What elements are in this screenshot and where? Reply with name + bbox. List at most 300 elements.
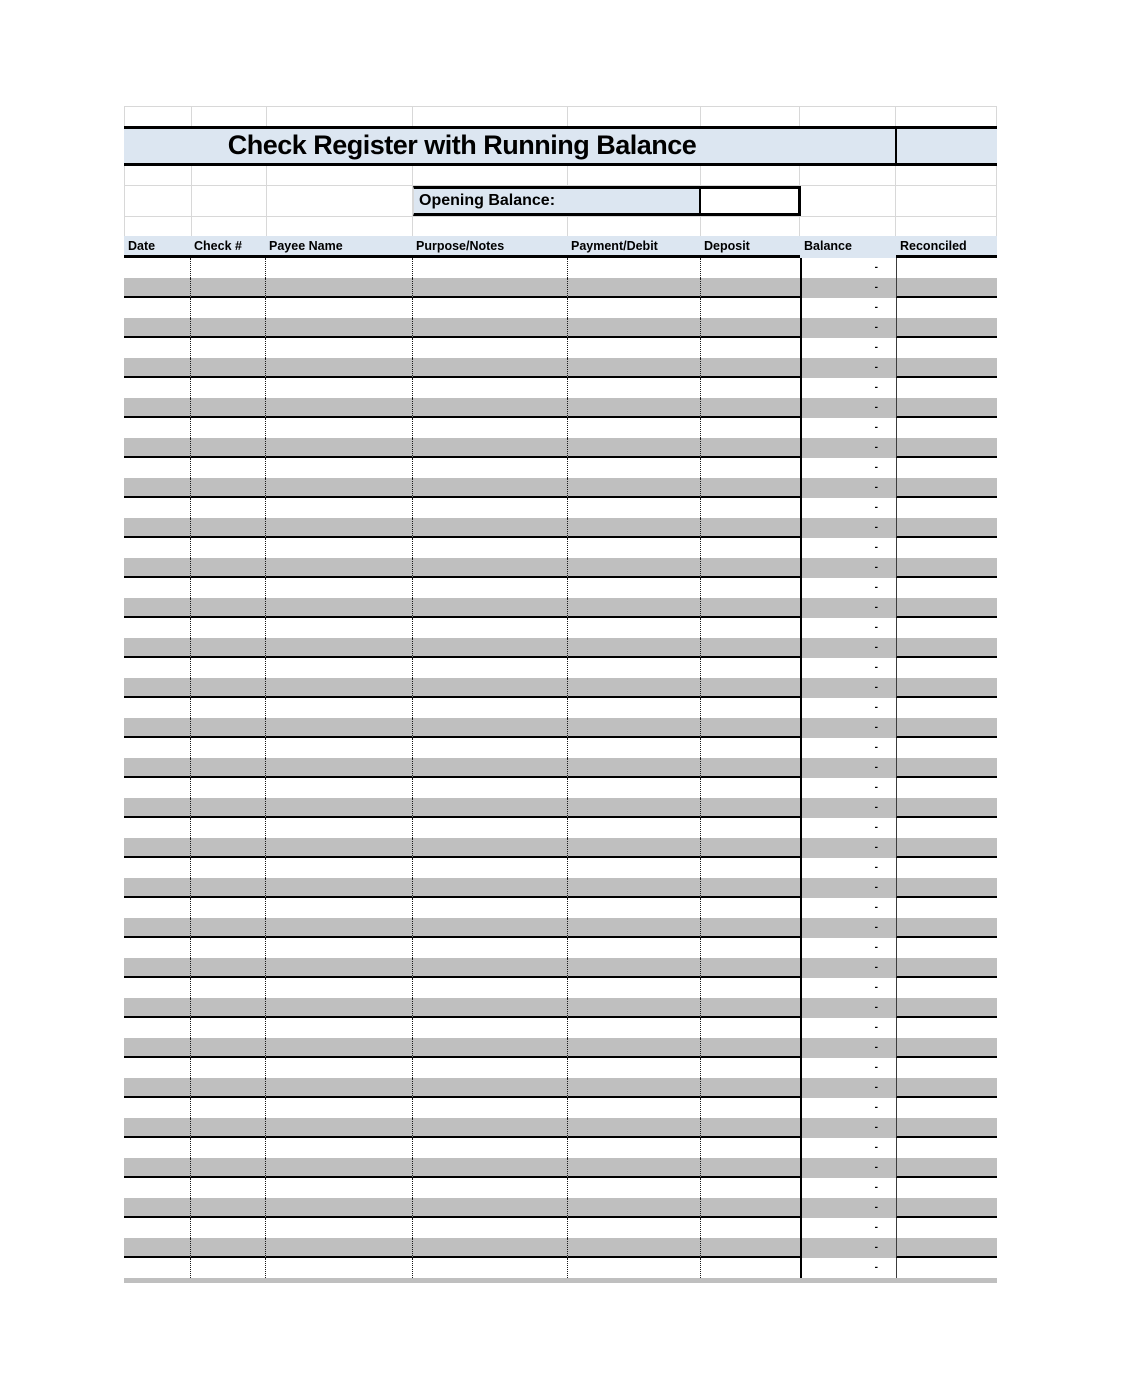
cell-reconciled[interactable] <box>896 318 997 338</box>
cell-check_no[interactable] <box>190 738 265 758</box>
cell-payment[interactable] <box>567 278 700 298</box>
cell-payee[interactable] <box>265 638 412 658</box>
cell-payee[interactable] <box>265 598 412 618</box>
cell-deposit[interactable] <box>700 518 800 538</box>
cell-date[interactable] <box>124 638 190 658</box>
cell-payment[interactable] <box>567 898 700 918</box>
cell-date[interactable] <box>124 518 190 538</box>
cell-payee[interactable] <box>265 898 412 918</box>
cell-balance[interactable]: - <box>800 858 896 878</box>
cell-check_no[interactable] <box>190 1078 265 1098</box>
cell-payee[interactable] <box>265 458 412 478</box>
cell-deposit[interactable] <box>700 798 800 818</box>
cell-reconciled[interactable] <box>896 338 997 358</box>
cell-purpose[interactable] <box>412 778 567 798</box>
cell-payment[interactable] <box>567 498 700 518</box>
cell-balance[interactable]: - <box>800 1058 896 1078</box>
cell-purpose[interactable] <box>412 458 567 478</box>
cell-check_no[interactable] <box>190 578 265 598</box>
cell-deposit[interactable] <box>700 758 800 778</box>
cell-purpose[interactable] <box>412 558 567 578</box>
cell-reconciled[interactable] <box>896 438 997 458</box>
cell-balance[interactable]: - <box>800 818 896 838</box>
cell-balance[interactable]: - <box>800 898 896 918</box>
cell-check_no[interactable] <box>190 278 265 298</box>
cell-balance[interactable]: - <box>800 318 896 338</box>
cell-check_no[interactable] <box>190 878 265 898</box>
cell-check_no[interactable] <box>190 838 265 858</box>
cell-payment[interactable] <box>567 1118 700 1138</box>
cell-deposit[interactable] <box>700 838 800 858</box>
cell-purpose[interactable] <box>412 278 567 298</box>
cell-deposit[interactable] <box>700 778 800 798</box>
cell-payment[interactable] <box>567 978 700 998</box>
cell-check_no[interactable] <box>190 378 265 398</box>
cell-purpose[interactable] <box>412 1238 567 1258</box>
cell-date[interactable] <box>124 1018 190 1038</box>
cell-balance[interactable]: - <box>800 918 896 938</box>
cell-payee[interactable] <box>265 778 412 798</box>
cell-purpose[interactable] <box>412 958 567 978</box>
cell-purpose[interactable] <box>412 1258 567 1278</box>
cell-payment[interactable] <box>567 698 700 718</box>
cell-purpose[interactable] <box>412 418 567 438</box>
cell-balance[interactable]: - <box>800 838 896 858</box>
cell-purpose[interactable] <box>412 818 567 838</box>
cell-reconciled[interactable] <box>896 1138 997 1158</box>
cell-date[interactable] <box>124 318 190 338</box>
cell-payee[interactable] <box>265 1178 412 1198</box>
cell-payee[interactable] <box>265 398 412 418</box>
cell-payment[interactable] <box>567 538 700 558</box>
cell-purpose[interactable] <box>412 698 567 718</box>
cell-payee[interactable] <box>265 1198 412 1218</box>
cell-check_no[interactable] <box>190 1138 265 1158</box>
cell-payee[interactable] <box>265 998 412 1018</box>
cell-reconciled[interactable] <box>896 1158 997 1178</box>
cell-date[interactable] <box>124 558 190 578</box>
cell-balance[interactable]: - <box>800 358 896 378</box>
cell-payment[interactable] <box>567 398 700 418</box>
cell-date[interactable] <box>124 1158 190 1178</box>
cell-date[interactable] <box>124 818 190 838</box>
cell-reconciled[interactable] <box>896 858 997 878</box>
cell-check_no[interactable] <box>190 398 265 418</box>
cell-purpose[interactable] <box>412 1158 567 1178</box>
cell-payment[interactable] <box>567 1218 700 1238</box>
cell-date[interactable] <box>124 958 190 978</box>
cell-deposit[interactable] <box>700 438 800 458</box>
cell-balance[interactable]: - <box>800 1138 896 1158</box>
cell-date[interactable] <box>124 1078 190 1098</box>
cell-reconciled[interactable] <box>896 1018 997 1038</box>
cell-reconciled[interactable] <box>896 1038 997 1058</box>
cell-payee[interactable] <box>265 738 412 758</box>
cell-purpose[interactable] <box>412 678 567 698</box>
cell-deposit[interactable] <box>700 338 800 358</box>
cell-reconciled[interactable] <box>896 798 997 818</box>
cell-check_no[interactable] <box>190 1198 265 1218</box>
cell-date[interactable] <box>124 1258 190 1278</box>
cell-payment[interactable] <box>567 518 700 538</box>
cell-reconciled[interactable] <box>896 418 997 438</box>
cell-balance[interactable]: - <box>800 978 896 998</box>
cell-check_no[interactable] <box>190 1098 265 1118</box>
cell-balance[interactable]: - <box>800 278 896 298</box>
cell-reconciled[interactable] <box>896 558 997 578</box>
cell-balance[interactable]: - <box>800 1198 896 1218</box>
cell-payee[interactable] <box>265 798 412 818</box>
cell-purpose[interactable] <box>412 598 567 618</box>
cell-payment[interactable] <box>567 1238 700 1258</box>
cell-deposit[interactable] <box>700 1238 800 1258</box>
cell-payee[interactable] <box>265 438 412 458</box>
cell-reconciled[interactable] <box>896 978 997 998</box>
cell-date[interactable] <box>124 1058 190 1078</box>
cell-check_no[interactable] <box>190 1038 265 1058</box>
cell-reconciled[interactable] <box>896 778 997 798</box>
cell-deposit[interactable] <box>700 1198 800 1218</box>
cell-deposit[interactable] <box>700 678 800 698</box>
cell-payee[interactable] <box>265 578 412 598</box>
cell-payment[interactable] <box>567 958 700 978</box>
cell-check_no[interactable] <box>190 458 265 478</box>
cell-purpose[interactable] <box>412 518 567 538</box>
cell-date[interactable] <box>124 718 190 738</box>
cell-date[interactable] <box>124 258 190 278</box>
cell-deposit[interactable] <box>700 638 800 658</box>
cell-deposit[interactable] <box>700 998 800 1018</box>
cell-purpose[interactable] <box>412 1078 567 1098</box>
cell-date[interactable] <box>124 378 190 398</box>
cell-deposit[interactable] <box>700 278 800 298</box>
cell-reconciled[interactable] <box>896 1058 997 1078</box>
cell-balance[interactable]: - <box>800 1038 896 1058</box>
cell-date[interactable] <box>124 338 190 358</box>
cell-deposit[interactable] <box>700 398 800 418</box>
cell-balance[interactable]: - <box>800 938 896 958</box>
cell-payment[interactable] <box>567 1078 700 1098</box>
cell-balance[interactable]: - <box>800 378 896 398</box>
cell-date[interactable] <box>124 618 190 638</box>
cell-payee[interactable] <box>265 1218 412 1238</box>
cell-purpose[interactable] <box>412 738 567 758</box>
cell-payment[interactable] <box>567 618 700 638</box>
cell-purpose[interactable] <box>412 718 567 738</box>
cell-reconciled[interactable] <box>896 278 997 298</box>
cell-purpose[interactable] <box>412 378 567 398</box>
cell-check_no[interactable] <box>190 978 265 998</box>
cell-date[interactable] <box>124 478 190 498</box>
cell-reconciled[interactable] <box>896 898 997 918</box>
cell-payment[interactable] <box>567 938 700 958</box>
cell-deposit[interactable] <box>700 318 800 338</box>
cell-date[interactable] <box>124 978 190 998</box>
cell-deposit[interactable] <box>700 258 800 278</box>
cell-date[interactable] <box>124 498 190 518</box>
cell-purpose[interactable] <box>412 1098 567 1118</box>
cell-deposit[interactable] <box>700 898 800 918</box>
cell-payment[interactable] <box>567 1138 700 1158</box>
cell-payee[interactable] <box>265 698 412 718</box>
cell-reconciled[interactable] <box>896 678 997 698</box>
cell-payee[interactable] <box>265 758 412 778</box>
cell-date[interactable] <box>124 598 190 618</box>
cell-payment[interactable] <box>567 1198 700 1218</box>
cell-reconciled[interactable] <box>896 838 997 858</box>
cell-date[interactable] <box>124 458 190 478</box>
cell-deposit[interactable] <box>700 958 800 978</box>
cell-payment[interactable] <box>567 438 700 458</box>
cell-reconciled[interactable] <box>896 298 997 318</box>
cell-payee[interactable] <box>265 558 412 578</box>
cell-payee[interactable] <box>265 658 412 678</box>
cell-reconciled[interactable] <box>896 1178 997 1198</box>
cell-payment[interactable] <box>567 818 700 838</box>
cell-payee[interactable] <box>265 1118 412 1138</box>
cell-payment[interactable] <box>567 678 700 698</box>
cell-deposit[interactable] <box>700 1118 800 1138</box>
cell-check_no[interactable] <box>190 318 265 338</box>
cell-purpose[interactable] <box>412 1218 567 1238</box>
cell-check_no[interactable] <box>190 358 265 378</box>
cell-payee[interactable] <box>265 1038 412 1058</box>
cell-balance[interactable]: - <box>800 618 896 638</box>
cell-deposit[interactable] <box>700 538 800 558</box>
cell-purpose[interactable] <box>412 838 567 858</box>
cell-date[interactable] <box>124 658 190 678</box>
cell-check_no[interactable] <box>190 958 265 978</box>
cell-check_no[interactable] <box>190 1258 265 1278</box>
cell-balance[interactable]: - <box>800 258 896 278</box>
cell-balance[interactable]: - <box>800 678 896 698</box>
cell-reconciled[interactable] <box>896 578 997 598</box>
cell-balance[interactable]: - <box>800 1078 896 1098</box>
cell-check_no[interactable] <box>190 1178 265 1198</box>
cell-check_no[interactable] <box>190 1058 265 1078</box>
cell-balance[interactable]: - <box>800 998 896 1018</box>
cell-payment[interactable] <box>567 1258 700 1278</box>
cell-balance[interactable]: - <box>800 758 896 778</box>
cell-payment[interactable] <box>567 878 700 898</box>
cell-purpose[interactable] <box>412 978 567 998</box>
cell-balance[interactable]: - <box>800 438 896 458</box>
cell-reconciled[interactable] <box>896 918 997 938</box>
cell-payee[interactable] <box>265 818 412 838</box>
cell-payee[interactable] <box>265 978 412 998</box>
cell-deposit[interactable] <box>700 458 800 478</box>
cell-reconciled[interactable] <box>896 1118 997 1138</box>
cell-payment[interactable] <box>567 798 700 818</box>
cell-check_no[interactable] <box>190 1018 265 1038</box>
cell-payment[interactable] <box>567 758 700 778</box>
cell-deposit[interactable] <box>700 1058 800 1078</box>
cell-payee[interactable] <box>265 538 412 558</box>
cell-balance[interactable]: - <box>800 398 896 418</box>
cell-check_no[interactable] <box>190 298 265 318</box>
cell-purpose[interactable] <box>412 438 567 458</box>
cell-deposit[interactable] <box>700 1218 800 1238</box>
cell-deposit[interactable] <box>700 738 800 758</box>
cell-check_no[interactable] <box>190 898 265 918</box>
cell-check_no[interactable] <box>190 538 265 558</box>
cell-purpose[interactable] <box>412 358 567 378</box>
cell-date[interactable] <box>124 678 190 698</box>
cell-reconciled[interactable] <box>896 358 997 378</box>
cell-date[interactable] <box>124 758 190 778</box>
cell-purpose[interactable] <box>412 1058 567 1078</box>
cell-purpose[interactable] <box>412 638 567 658</box>
cell-date[interactable] <box>124 438 190 458</box>
cell-balance[interactable]: - <box>800 718 896 738</box>
cell-purpose[interactable] <box>412 298 567 318</box>
cell-payment[interactable] <box>567 658 700 678</box>
cell-deposit[interactable] <box>700 858 800 878</box>
cell-payee[interactable] <box>265 318 412 338</box>
cell-purpose[interactable] <box>412 878 567 898</box>
cell-purpose[interactable] <box>412 398 567 418</box>
cell-deposit[interactable] <box>700 878 800 898</box>
cell-payment[interactable] <box>567 458 700 478</box>
cell-date[interactable] <box>124 698 190 718</box>
cell-check_no[interactable] <box>190 918 265 938</box>
cell-deposit[interactable] <box>700 358 800 378</box>
cell-date[interactable] <box>124 798 190 818</box>
cell-check_no[interactable] <box>190 338 265 358</box>
cell-purpose[interactable] <box>412 538 567 558</box>
cell-purpose[interactable] <box>412 1018 567 1038</box>
cell-deposit[interactable] <box>700 378 800 398</box>
cell-balance[interactable]: - <box>800 698 896 718</box>
cell-reconciled[interactable] <box>896 658 997 678</box>
cell-deposit[interactable] <box>700 938 800 958</box>
cell-check_no[interactable] <box>190 418 265 438</box>
cell-reconciled[interactable] <box>896 638 997 658</box>
cell-reconciled[interactable] <box>896 1218 997 1238</box>
cell-payment[interactable] <box>567 258 700 278</box>
cell-payment[interactable] <box>567 778 700 798</box>
cell-purpose[interactable] <box>412 258 567 278</box>
cell-reconciled[interactable] <box>896 498 997 518</box>
cell-purpose[interactable] <box>412 758 567 778</box>
cell-reconciled[interactable] <box>896 1078 997 1098</box>
cell-payment[interactable] <box>567 998 700 1018</box>
cell-balance[interactable]: - <box>800 958 896 978</box>
cell-purpose[interactable] <box>412 1178 567 1198</box>
cell-payment[interactable] <box>567 318 700 338</box>
cell-payment[interactable] <box>567 638 700 658</box>
cell-check_no[interactable] <box>190 818 265 838</box>
cell-deposit[interactable] <box>700 978 800 998</box>
cell-payment[interactable] <box>567 738 700 758</box>
cell-check_no[interactable] <box>190 658 265 678</box>
cell-payment[interactable] <box>567 418 700 438</box>
cell-payee[interactable] <box>265 358 412 378</box>
cell-payment[interactable] <box>567 558 700 578</box>
cell-reconciled[interactable] <box>896 718 997 738</box>
cell-payment[interactable] <box>567 1038 700 1058</box>
cell-payee[interactable] <box>265 498 412 518</box>
cell-payee[interactable] <box>265 678 412 698</box>
cell-deposit[interactable] <box>700 498 800 518</box>
cell-reconciled[interactable] <box>896 478 997 498</box>
cell-balance[interactable]: - <box>800 538 896 558</box>
cell-reconciled[interactable] <box>896 378 997 398</box>
cell-payment[interactable] <box>567 358 700 378</box>
cell-payee[interactable] <box>265 958 412 978</box>
cell-check_no[interactable] <box>190 798 265 818</box>
cell-payee[interactable] <box>265 1058 412 1078</box>
cell-payment[interactable] <box>567 858 700 878</box>
cell-payee[interactable] <box>265 1238 412 1258</box>
cell-purpose[interactable] <box>412 798 567 818</box>
cell-date[interactable] <box>124 1238 190 1258</box>
cell-payment[interactable] <box>567 338 700 358</box>
cell-date[interactable] <box>124 278 190 298</box>
cell-date[interactable] <box>124 1038 190 1058</box>
cell-reconciled[interactable] <box>896 598 997 618</box>
cell-payee[interactable] <box>265 878 412 898</box>
cell-date[interactable] <box>124 878 190 898</box>
cell-purpose[interactable] <box>412 1118 567 1138</box>
cell-reconciled[interactable] <box>896 1098 997 1118</box>
cell-deposit[interactable] <box>700 578 800 598</box>
cell-purpose[interactable] <box>412 918 567 938</box>
cell-check_no[interactable] <box>190 598 265 618</box>
cell-reconciled[interactable] <box>896 458 997 478</box>
cell-payment[interactable] <box>567 718 700 738</box>
cell-date[interactable] <box>124 898 190 918</box>
cell-balance[interactable]: - <box>800 338 896 358</box>
cell-date[interactable] <box>124 1098 190 1118</box>
cell-check_no[interactable] <box>190 478 265 498</box>
cell-reconciled[interactable] <box>896 538 997 558</box>
cell-balance[interactable]: - <box>800 878 896 898</box>
cell-deposit[interactable] <box>700 658 800 678</box>
cell-payee[interactable] <box>265 518 412 538</box>
cell-check_no[interactable] <box>190 558 265 578</box>
cell-reconciled[interactable] <box>896 758 997 778</box>
cell-deposit[interactable] <box>700 598 800 618</box>
cell-deposit[interactable] <box>700 478 800 498</box>
cell-purpose[interactable] <box>412 1198 567 1218</box>
cell-payee[interactable] <box>265 1258 412 1278</box>
cell-deposit[interactable] <box>700 418 800 438</box>
cell-check_no[interactable] <box>190 1238 265 1258</box>
cell-date[interactable] <box>124 1118 190 1138</box>
cell-deposit[interactable] <box>700 1138 800 1158</box>
cell-payment[interactable] <box>567 578 700 598</box>
cell-reconciled[interactable] <box>896 1258 997 1278</box>
cell-payee[interactable] <box>265 298 412 318</box>
cell-check_no[interactable] <box>190 998 265 1018</box>
cell-deposit[interactable] <box>700 1158 800 1178</box>
cell-check_no[interactable] <box>190 698 265 718</box>
cell-reconciled[interactable] <box>896 398 997 418</box>
cell-date[interactable] <box>124 938 190 958</box>
cell-payee[interactable] <box>265 1158 412 1178</box>
cell-payee[interactable] <box>265 1018 412 1038</box>
cell-purpose[interactable] <box>412 898 567 918</box>
cell-deposit[interactable] <box>700 1038 800 1058</box>
cell-reconciled[interactable] <box>896 878 997 898</box>
cell-payment[interactable] <box>567 598 700 618</box>
cell-deposit[interactable] <box>700 918 800 938</box>
cell-purpose[interactable] <box>412 998 567 1018</box>
cell-purpose[interactable] <box>412 478 567 498</box>
cell-date[interactable] <box>124 998 190 1018</box>
cell-payee[interactable] <box>265 418 412 438</box>
